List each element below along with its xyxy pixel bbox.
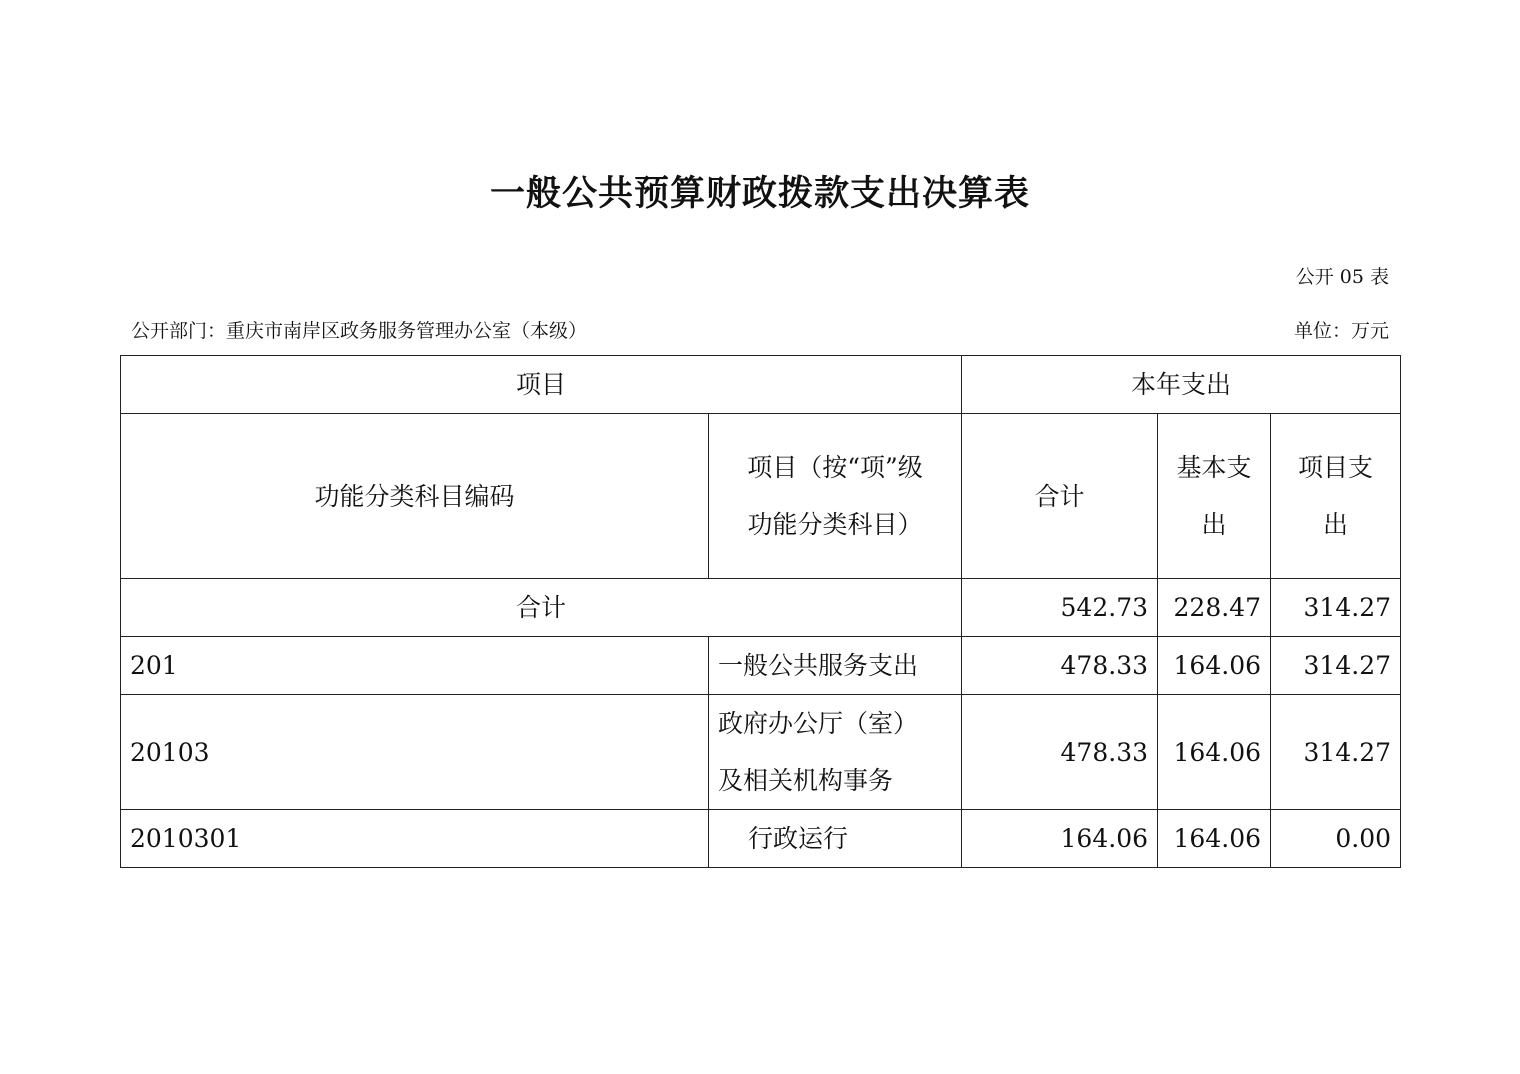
row-name <box>709 695 962 810</box>
header-row-2 <box>121 414 1401 579</box>
row-project: 0.00 <box>1271 810 1401 868</box>
unit-label: 单位：万元 <box>1293 320 1389 342</box>
row-name: 一般公共服务支出 <box>709 637 962 695</box>
row-name-line2: 及相关机构事务 <box>718 766 894 795</box>
table-row <box>121 637 1401 695</box>
header-item-line2: 功能分类科目） <box>747 510 923 539</box>
header-project: 项目 <box>121 356 962 414</box>
row-project: 314.27 <box>1271 695 1401 810</box>
total-row-project: 314.27 <box>1271 579 1401 637</box>
row-basic: 164.06 <box>1158 637 1271 695</box>
total-row-total: 542.73 <box>962 579 1158 637</box>
form-number: 公开 05 表 <box>1295 266 1389 288</box>
row-code: 2010301 <box>121 810 709 868</box>
header-basic-expense <box>1158 414 1271 579</box>
table-row <box>121 810 1401 868</box>
row-total: 164.06 <box>962 810 1158 868</box>
row-basic: 164.06 <box>1158 695 1271 810</box>
row-code: 20103 <box>121 695 709 810</box>
total-row <box>121 579 1401 637</box>
header-project-exp-line1: 项目支 <box>1298 453 1374 482</box>
page-title: 一般公共预算财政拨款支出决算表 <box>489 174 1030 214</box>
department-label: 公开部门：重庆市南岸区政务服务管理办公室（本级） <box>131 320 588 342</box>
header-project-expense <box>1271 414 1401 579</box>
header-current-year-expense: 本年支出 <box>962 356 1401 414</box>
row-code: 201 <box>121 637 709 695</box>
header-item <box>709 414 962 579</box>
row-name: 行政运行 <box>709 810 962 868</box>
expenditure-table <box>120 355 1401 868</box>
row-name-line1: 政府办公厅（室） <box>718 709 919 738</box>
header-basic-line2: 出 <box>1201 510 1227 539</box>
header-total: 合计 <box>962 414 1158 579</box>
row-basic: 164.06 <box>1158 810 1271 868</box>
row-total: 478.33 <box>962 695 1158 810</box>
total-row-basic: 228.47 <box>1158 579 1271 637</box>
total-row-label: 合计 <box>121 579 962 637</box>
row-project: 314.27 <box>1271 637 1401 695</box>
header-project-exp-line2: 出 <box>1323 510 1349 539</box>
header-code: 功能分类科目编码 <box>121 414 709 579</box>
header-basic-line1: 基本支 <box>1176 453 1252 482</box>
row-total: 478.33 <box>962 637 1158 695</box>
table-row <box>121 695 1401 810</box>
header-row-1 <box>121 356 1401 414</box>
header-item-line1: 项目（按“项”级 <box>747 453 923 482</box>
